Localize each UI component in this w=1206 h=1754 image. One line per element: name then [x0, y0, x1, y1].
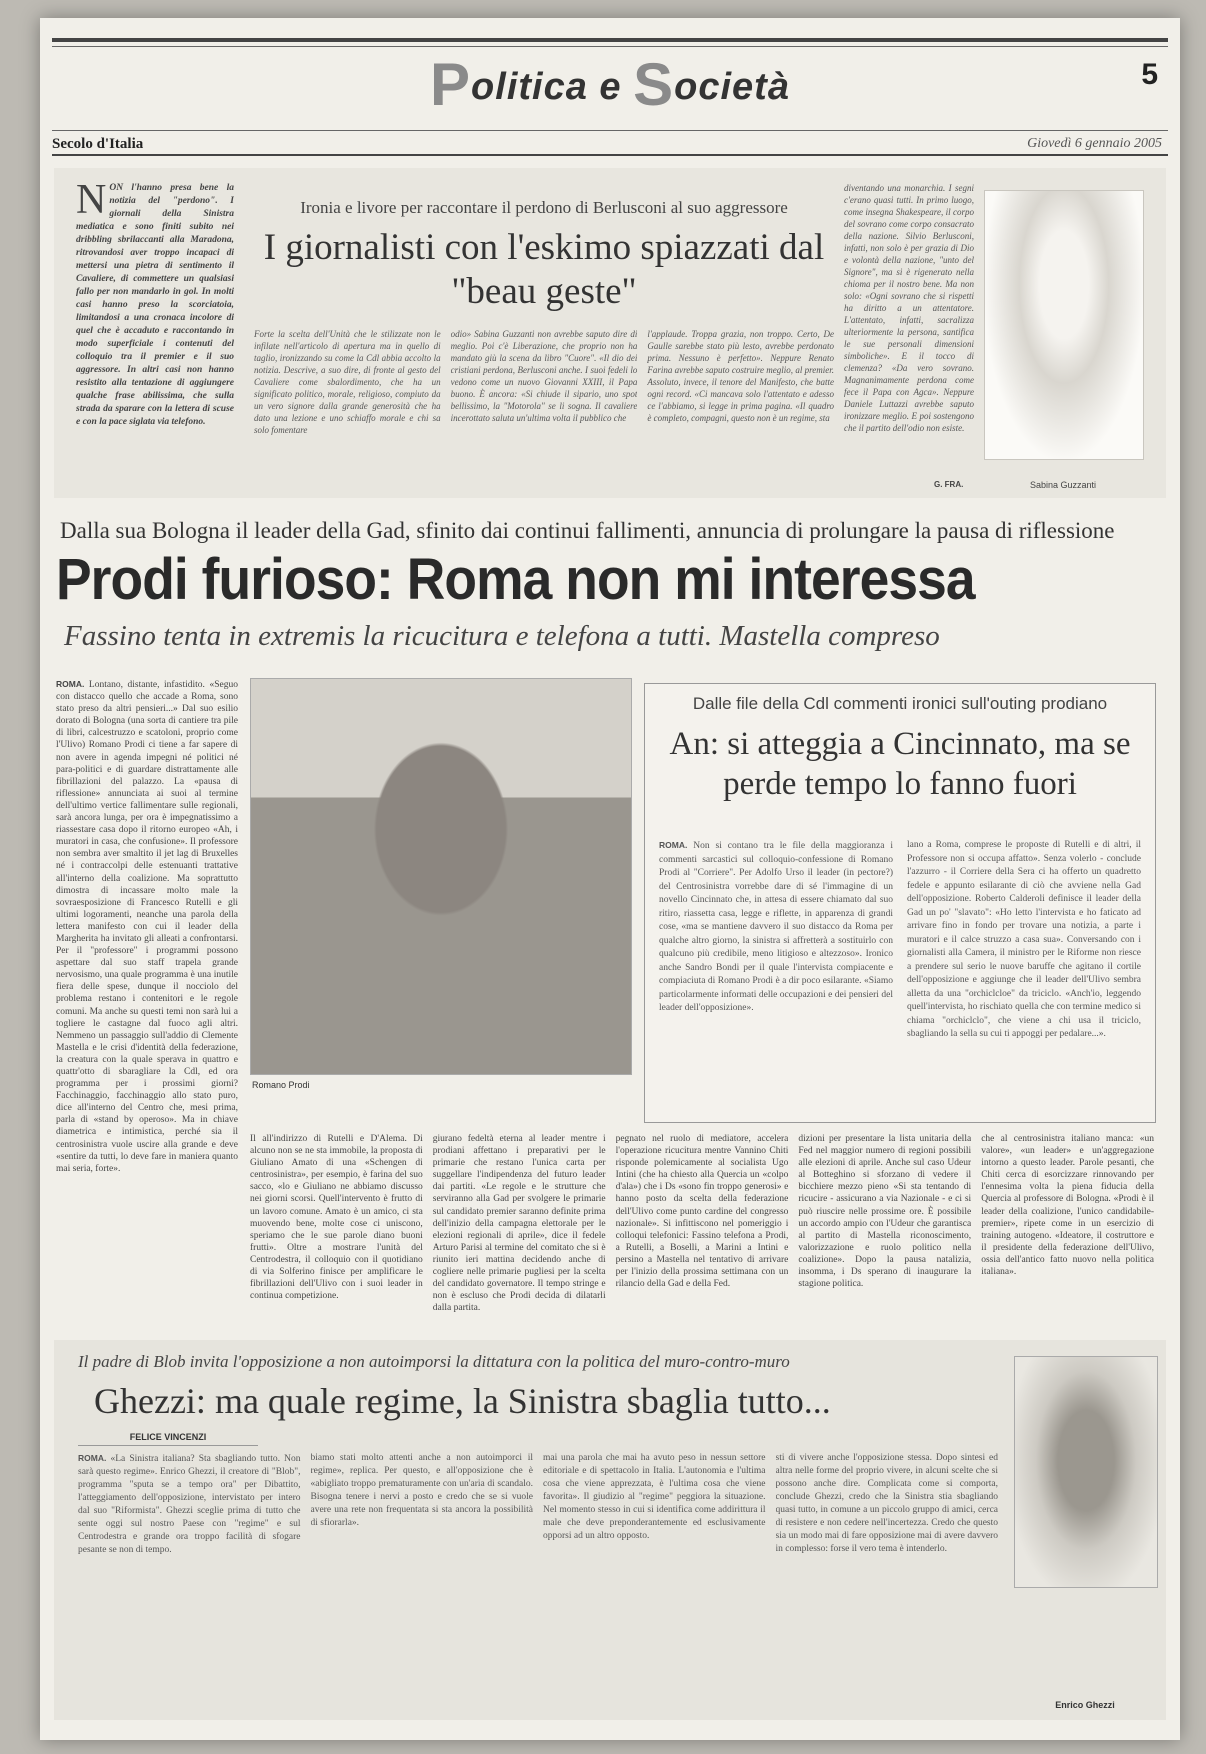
article-journalists-columns	[254, 328, 834, 488]
dateline: ROMA.	[659, 840, 688, 850]
article-column: Forte la scelta dell'Unità che le stilizzate non le infilate nell'articolo di apertura ma in quello di taglio, ironizzando su come la Cdl abbia accolto la notizia. Descrive, a suo dire, di fronte al gesto del Cavaliere come sbalordimento, che ha un significato politico, morale, religioso, compiuto da un vero signore dalla grande generosità che ha dato una lezione e uno schiaffo morale e chi sa solo fomentare	[254, 329, 441, 435]
article-an-kicker: Dalle file della Cdl commenti ironici sull'outing prodiano	[692, 694, 1108, 713]
main-article-kicker: Dalla sua Bologna il leader della Gad, sfinito dai continui fallimenti, annuncia di prolungare la pausa di riflessione	[60, 518, 1115, 543]
photo-caption-ghezzi: Enrico Ghezzi	[1055, 1700, 1115, 1710]
article-journalists-intro	[76, 182, 234, 482]
page-number: 5	[1141, 58, 1158, 91]
photo-romano-prodi	[250, 678, 632, 1075]
masthead-top-rule	[52, 38, 1168, 42]
article-column: lano a Roma, comprese le proposte di Rutelli e di altri, il Professore non si occupa affatto». Senza volerlo - conclude l'azzurro - il Corriere della Sera ci ha offerto un quadretto fedele e appunto esilarante di ciò che avviene nella Gad dell'opposizione. Roberto Calderoli definisce il leader della Gad un po' "slavato": «Ho letto l'intervista e ho faticato ad arrivare fino in fondo per trovare una notizia, a parte i muratori e il calce struzzo a casa sua». Conversando con i giornalisti alla Camera, il ministro per le Riforme non riesce a prendere sul serio le nuove baruffe che agitano il cortile dell'opposizione e aggiunge che il leader dell'Ulivo sembra alletta da una "orchiclcloe" da triciclo. «Anch'io, leggendo quell'intervista, ho rischiato quella che con termine medico si chiama "orchiclclo", che viene a chi usa il triciclo, sbagliando la sella su cui ti appoggi per pedalare...».	[907, 840, 1141, 1039]
section-title-part1: olitica e	[471, 66, 634, 108]
article-ghezzi-columns	[78, 1452, 998, 1702]
article-journalists-kicker: Ironia e livore per raccontare il perdono di Berlusconi al suo aggressore	[300, 198, 788, 217]
dateline: ROMA.	[78, 1453, 107, 1463]
drop-cap: N	[76, 182, 107, 223]
dateline: ROMA.	[56, 679, 85, 689]
article-column: biamo stati molto attenti anche a non autoimporci il regime», replica. Per questo, e all'opposizione che è «abigliato troppo prematuramente con un'aria di scandalo. Bisogna tenere i nervi a posto e credo che se si vuole avere una rete non frequentata si sta ancora la possibilità di sfiorarla».	[310, 1453, 533, 1528]
article-column: odio» Sabina Guzzanti non avrebbe saputo dire di meglio. Poi c'è Liberazione, che proprio non ha mandato giù la scena da libro "Cuore". «Il dio dei cristiani perdona, Berlusconi anche. I suoi fedeli lo vedono come un nuovo Giovanni XXIII, il Papa buono. È ancora: «Si chiude il sipario, uno spot bellissimo, la "Motorola" se li sogna. Il cavaliere incerottato saluta un'ultima volta il pubblico che	[450, 329, 638, 423]
article-an-box	[644, 683, 1156, 1123]
article-column: diventando una monarchia. I segni c'erano quasi tutti. In primo luogo, come insegna Shakespeare, il corpo del sovrano come corpo consacrato della nazione. Silvio Berlusconi, infatti, non solo è per grazia di Dio e volontà della nazione, "unto del Signore", ma si è rigenerato nella chioma per il nostro bene. Ma non solo: «Ogni sovrano che si rispetti ha diritto a un attentatore. L'attentato, infatti, sacralizza ulteriormente la persona, santifica le sue personali dimensioni simboliche». E il tocco di clemenza? «Da vero sovrano. Magnanimamente perdona come fece il Papa con Agca». Neppure Daniele Luttazzi avrebbe saputo ironizzare meglio. E poi sostengono che il partito dell'odio non esiste.	[844, 183, 974, 433]
article-ghezzi-text: «La Sinistra italiana? Sta sbagliando tutto. Non sarà questo regime». Enrico Ghezzi, il creatore di "Blob", programma "sputa se a tempo ora" per Dibattito, l'atteggiamento dell'opposizione, intervistato per intero dal suo "Riformista". Ghezzi sceglie prima di tutto che sente oggi sul nostro Paese con "regime" e sul Centrodestra e grande ora troppo facilità di sfogare pesante se non di tempo.	[78, 1454, 301, 1555]
main-article-text: Lontano, distante, infastidito. «Seguo con distacco quello che accade a Roma, sono stato preso da altri pensieri...» Dal suo esilio dorato di Bologna (una sorta di cantiere tra pile di libri, calcestruzzo e scatoloni, proprio come l'Ulivo) Romano Prodi ci tiene a far sapere di non avere in agenda impegni né politici né para-politici e di guardare distrattamente alle fibrillazioni del palazzo. La «pausa di riflessione» annunciata ai suoi al termine dell'ultimo vertice fallimentare sulle regionali, sarà ancora lunga, per ora è impegnatissimo a riassestare casa dopo il ritorno europeo «Ah, i muratori in casa, che confusione». Il professore non sembra aver smaltito il jet lag di Bruxelles né i contraccolpi delle estenuanti trattative all'interno della coalizione. Ma soprattutto dimostra di incassare molto male la sovraesposizione di Francesco Rutelli e gli ultimi logoramenti, neanche una parola della lettera manifesto con cui il leader della Margherita ha invitato gli alleati a confrontarsi. Per il "professore" i programmi possono aspettare dal suo staff trapela grande nervosismo, una quale programma è una inutile fiera delle spese, dunque il nocciolo del problema restano i contenitori e le regole comuni. Ma anche su questi temi non sarà lui a togliere le castagne dal fuoco agli altri. Nemmeno un passaggio sull'addio di Clemente Mastella e le crisi d'identità della federazione, la creatura con la quale sperava in quattro e quattr'otto di sbaragliare la Cdl, ed ora programma per i prossimi giorni? Facchinaggio, facchinaggio allo stato puro, dice all'interno del Centro che, mesi prima, parla di «stand by operoso». Ma in chiave diametrica e intimistica, perché sia il centrosinistra vuole uscire alla grande e deve «sentire da tutti, lo deve fare in maniera quanto mai seria, forte».	[56, 680, 238, 1174]
article-column: che al centrosinistra italiano manca: «un valore», «un leader» e un'aggregazione intorno a questo leader. Parole pesanti, che Chiti cerca di esorcizzare rinnovando per l'ennesima volta la piena fiducia della Quercia al professore di Bologna. «Prodi è il leader della coalizione, l'unico candidabile-premier», ripete come in un esercizio di training autogeno. «Ideatore, il costruttore e il presidente della federazione dell'Ulivo, ossia dell'antico fatto nuovo nella politica italiana».	[981, 1134, 1154, 1278]
main-article-headline: Prodi furioso: Roma non mi interessa	[56, 547, 975, 612]
main-article-lower-columns	[250, 1133, 1154, 1333]
photo-caption-guzzanti: Sabina Guzzanti	[1029, 480, 1097, 490]
section-title-part2: ocietà	[674, 66, 790, 108]
newspaper-page	[40, 18, 1180, 1740]
article-an-headline: An: si atteggia a Cincinnato, ma se perde tempo lo fanno fuori	[669, 726, 1131, 802]
article-journalists-box	[54, 168, 1166, 498]
article-journalists-byline: G. FRA.	[934, 480, 964, 489]
photo-enrico-ghezzi	[1014, 1356, 1158, 1588]
masthead	[52, 38, 1168, 152]
masthead-top-rule-thin	[52, 46, 1168, 47]
paper-name: Secolo d'Italia	[52, 136, 144, 152]
article-column	[659, 839, 893, 1108]
section-title-cap-s: S	[633, 51, 675, 118]
article-column: mai una parola che mai ha avuto peso in nessun settore editoriale e di spettacolo in Italia. L'autonomia e l'ultima cosa che viene apprezzata, è l'ultima cosa che viene favorita». Il giudizio al "regime" peggiora la situazione. Nel momento stesso in cui si identifica come addirittura il male che deve preponderantemente ed esclusivamente opporsi ad un altro opposto.	[543, 1453, 766, 1541]
photo-caption-prodi: Romano Prodi	[252, 1080, 310, 1090]
article-column: pegnato nel ruolo di mediatore, accelera l'operazione ricucitura mentre Vannino Chiti risponde polemicamente al socialista Ugo Intini (che ha chiesto alla Quercia un «colpo d'ala») che i Ds «sono fin troppo generosi» e hanno posto da scelta della federazione dell'Ulivo come punto cardine del congresso nazionale». Si infittiscono nel pomeriggio i colloqui telefonici: Fassino telefona a Prodi, a Rutelli, a Boselli, a Marini a Intini e persino a Mastella nel tentativo di arrivare per l'inizio della prossima settimana con un rilancio della Gad e della Fed.	[615, 1134, 789, 1290]
intro-text: ON l'hanno presa bene la notizia del "perdono". I giornali della Sinistra mediatica e sono finiti subito nei dribbling sbrilaccanti alla Maradona, ritrovandosi aver troppo incapaci di mettersi una pietra di sentimento il Cavaliere, di commettere un qualsiasi fallo per non mandarlo in gol. In molti casi hanno preso la scorciatoia, limitandosi a una cronaca incolore di quel che è accaduto e raccontando in modo superficiale i contenuti del colloquio tra il premier e il suo aggressore. In altri casi non hanno resistito alla tentazione di aggiungere qualche frase abilissima, che sulla strada da sparare con la lettera di scuse e con la pace siglata via telefono.	[76, 183, 234, 427]
article-ghezzi-byline: FELICE VINCENZI	[78, 1432, 258, 1446]
section-title	[52, 50, 1168, 119]
article-journalists-headline: I giornalisti con l'eskimo spiazzati dal "beau geste"	[263, 227, 825, 312]
main-article-left-column	[56, 678, 238, 1318]
article-column: giurano fedeltà eterna al leader mentre i prodiani affettano i preparativi per le primarie che restano l'unica carta per suggellare l'indipendenza del futuro leader dai partiti. «Le regole e le strutture che serviranno alla Gad per svolgere le primarie sul candidato premier saranno definite prima dell'inizio della campagna elettorale per le elezioni regionali di aprile», dice il fedele Arturo Parisi al termine del comitato che si è riunito ieri mattina decidendo anche di cogliere nelle primarie pugliesi per la scelta del candidato governatore. Il tempo stringe e non è escluso che Prodi decida di dilatarli dalla partita.	[432, 1134, 606, 1314]
paper-date: Giovedì 6 gennaio 2005	[1027, 136, 1162, 151]
article-an-text: Non si contano tra le file della maggioranza i commenti sarcastici sul colloquio-confessione di Romano Prodi al "Corriere". Per Adolfo Urso il leader (in pectore?) del Centrosinistra vorrebbe dare di sé l'immagine di un novello Cincinnato che, in attesa di essere chiamato dal suo ritiro, riassetta casa, legge e riflette, in apparenza di grandi cose, «ma se mantiene davvero il suo distacco da Roma per qualche altro giorno, la sinistra si affretterà a sostituirlo con qualcuno più credibile, meno litigioso e altezzoso». Ironico anche Sandro Bondi per il quale l'intervista compiacente e compiaciuta di Romano Prodi è a dir poco esilarante. «Siamo particolarmente informati delle occupazioni e dei pensieri del leader dell'opposizione».	[659, 841, 893, 1013]
article-ghezzi-box	[54, 1340, 1166, 1720]
article-an-columns	[659, 839, 1141, 1108]
article-column: sti di vivere anche l'opposizione stessa. Dopo sintesi ed altra nelle forme del proprio vivere, in alcuni scelte che si possono anche dire. Complicata come si comporta, conclude Ghezzi, credo che la Sinistra stia sbagliando quasi tutto, in comune a un piccolo gruppo di amici, cerca di resistere e non cedere nell'incertezza. Credo che questo sia un modo mai di fare opposizione mai di avere davvero in complesso: forse il vero tema è intenderlo.	[775, 1453, 998, 1554]
article-ghezzi-headline: Ghezzi: ma quale regime, la Sinistra sbaglia tutto...	[94, 1381, 831, 1421]
article-column: dizioni per presentare la lista unitaria della Fed nel maggior numero di regioni possibili alle elezioni di aprile. Anche sul caso Udeur al Botteghino si sforzano di vedere il bicchiere mezzo pieno «Si sta tentando di ricucire - assicurano a via Nazionale - e ci si può riuscire nelle prossime ore. È possibile un accordo ampio con l'Udeur che garantisca al partito di Mastella riconoscimento, valorizzazione e ruolo politico nella coalizione». Dopo la pausa natalizia, insomma, i Ds sperano di inaugurare la stagione politica.	[798, 1134, 972, 1290]
main-article-subhead: Fassino tenta in extremis la ricucitura e telefona a tutti. Mastella compreso	[64, 620, 940, 652]
article-ghezzi-kicker: Il padre di Blob invita l'opposizione a non autoimporsi la dittatura con la politica del muro-contro-muro	[78, 1352, 790, 1371]
article-column	[78, 1452, 301, 1702]
masthead-base-rule	[52, 154, 1168, 156]
section-title-cap-p: P	[430, 51, 472, 118]
photo-sabina-guzzanti	[984, 190, 1144, 460]
article-column: l'applaude. Troppa grazia, non troppo. Certo, De Gaulle sarebbe stato più lesto, avrebbe perdonato prima. Nessuno è perfetto». Neppure Renato Farina avrebbe saputo costruire meglio, al premier. Assoluto, invece, il tenore del Manifesto, che batte ogni record. «Ci mancava solo l'attentato e adesso ce l'abbiamo, si legge in prima pagina. «Il quadro è completo, compagni, questo non è un regime, sta	[647, 329, 835, 423]
article-column: Il all'indirizzo di Rutelli e D'Alema. Di alcuno non se ne sta immobile, la proposta di Giuliano Amato di una «Schengen di centrosinistra», per esempio, è farina del suo sacco, «lo e Giuliano ne abbiamo discusso nei giorni scorsi. Quell'intervento è frutto di un lavoro comune. Amato è un amico, ci sta muovendo bene, molte cose ci uniscono, speriamo che le sue parole diano buoni frutti». Oltre a mostrare l'unità del Centrodestra, il colloquio con il quotidiano di via Solferino finisce per amplificare le fibrillazioni dell'Ulivo con i suoi leader in continua competizione.	[250, 1134, 423, 1302]
masthead-bottom-rule	[52, 130, 1168, 131]
